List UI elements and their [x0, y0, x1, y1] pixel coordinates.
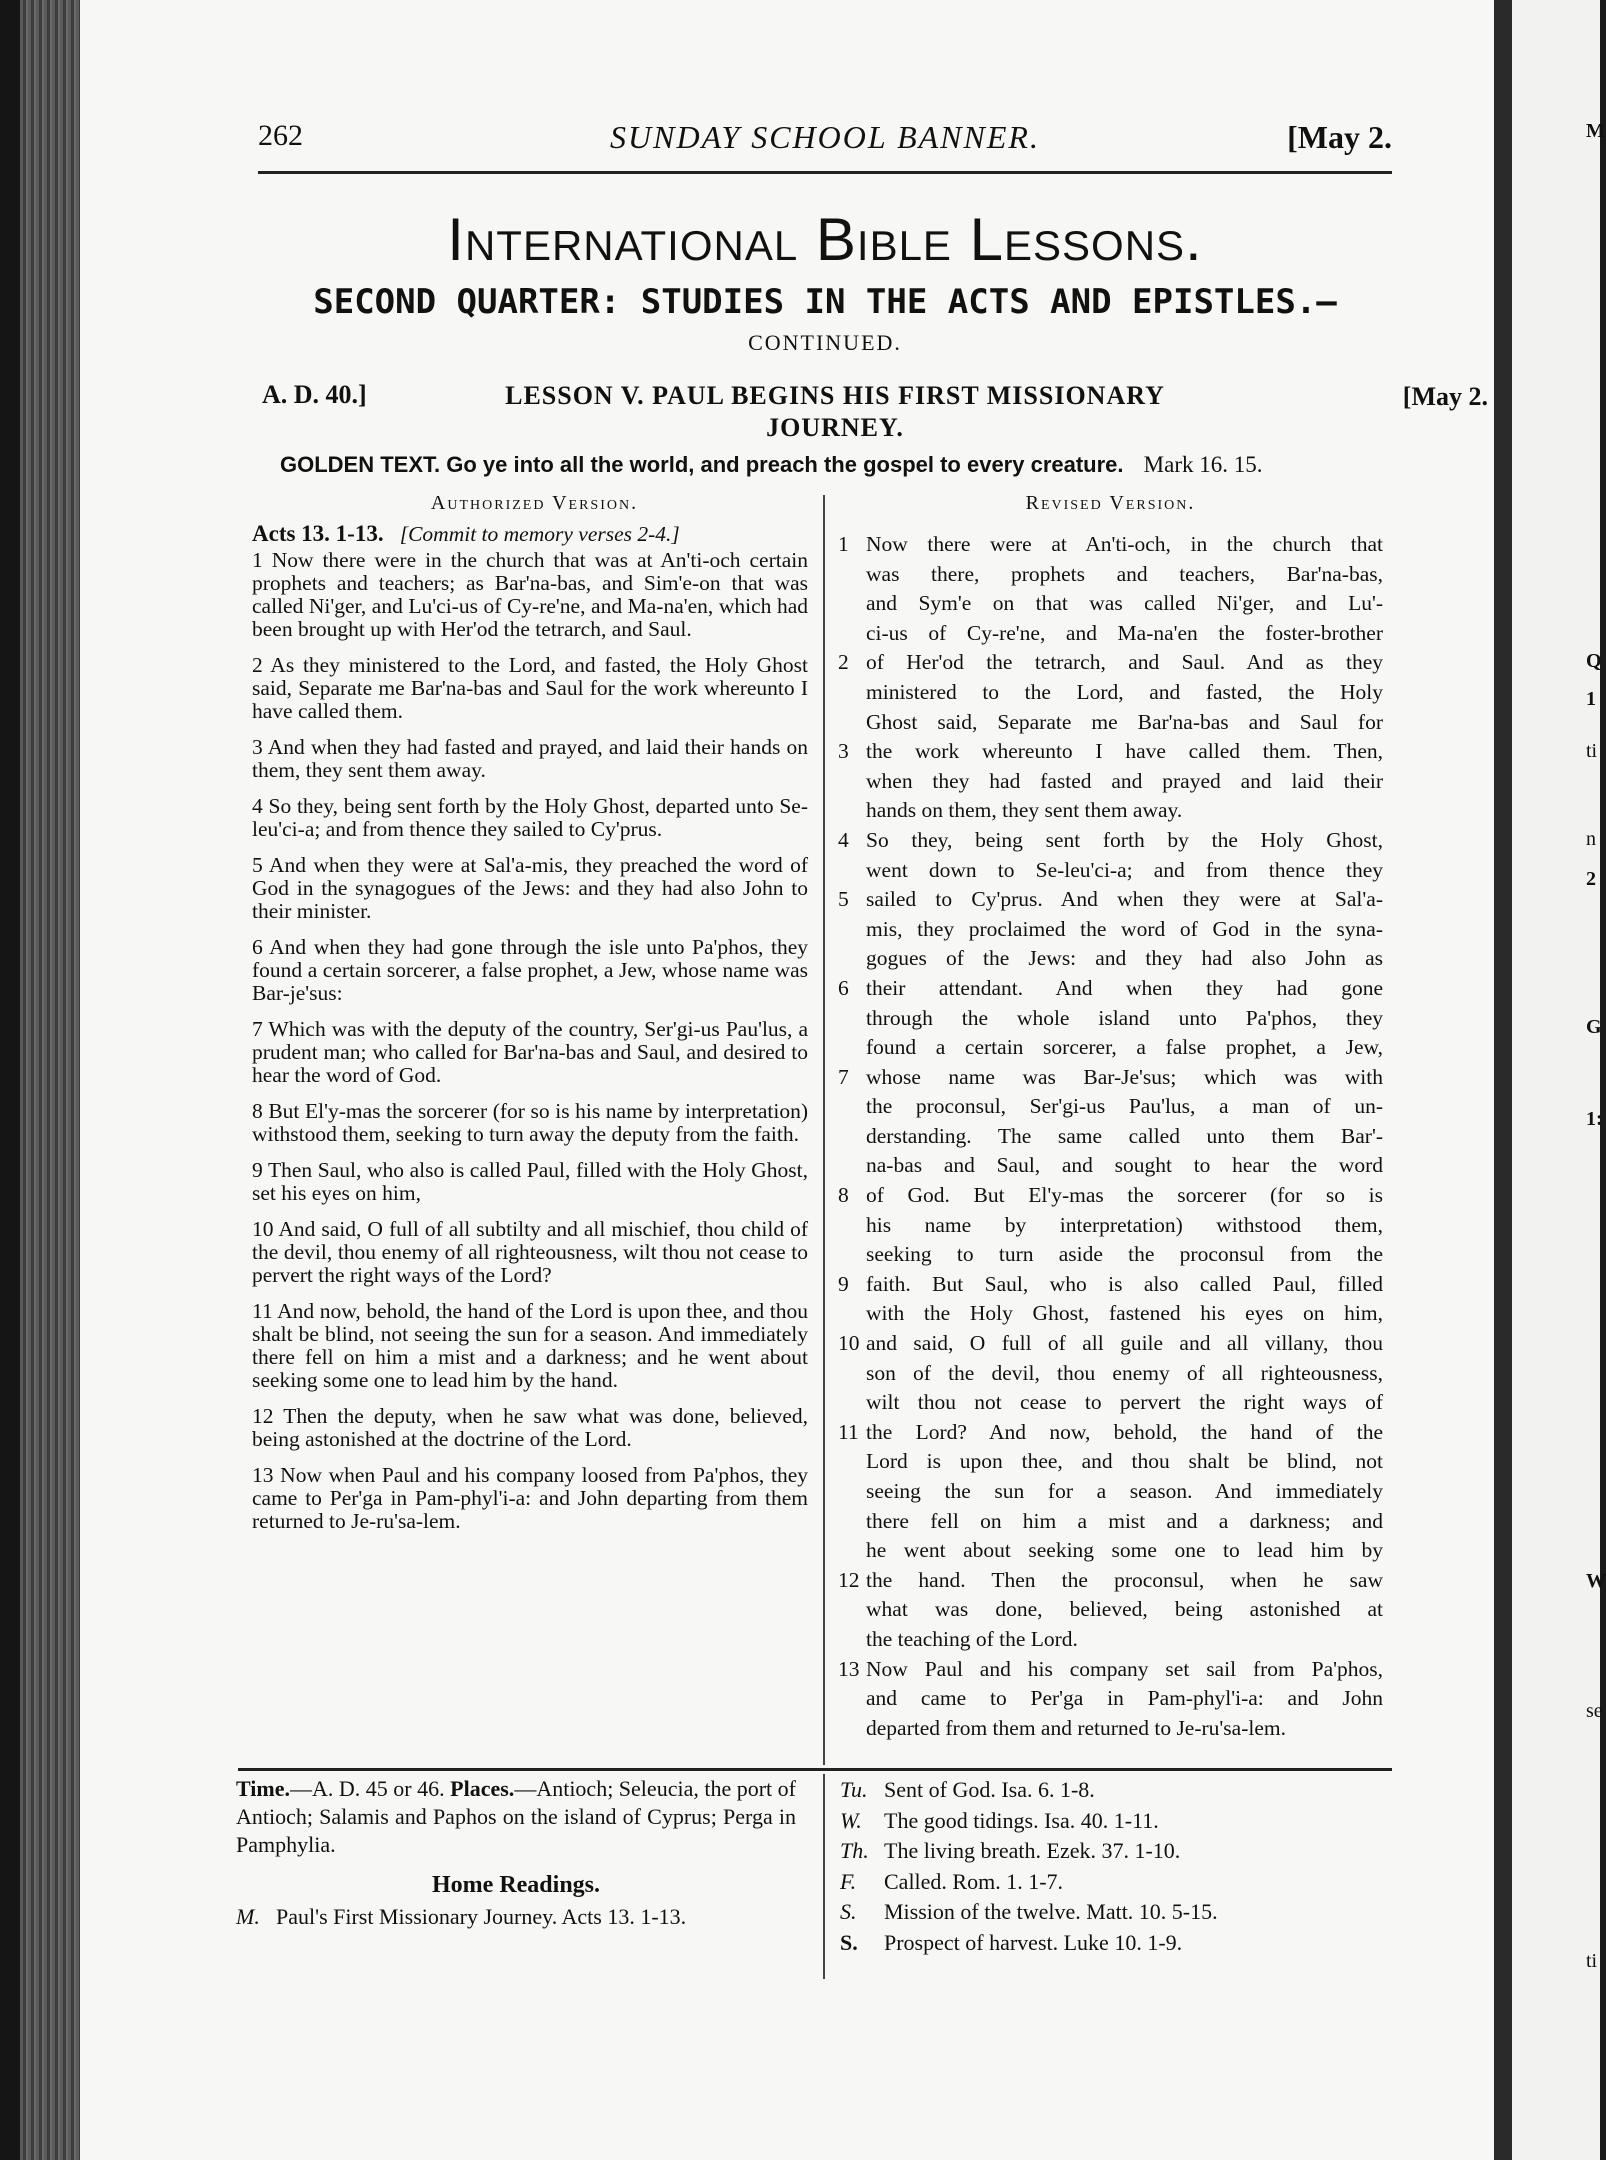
verse-text-line: the Lord? And now, behold, the hand of the	[866, 1419, 1383, 1444]
home-readings-list	[840, 1775, 1380, 1958]
time-value: —A. D. 45 or 46.	[289, 1776, 445, 1801]
book-spine	[0, 0, 20, 2160]
facing-text-fragment: 2	[1586, 868, 1596, 890]
reading-text: Prospect of harvest. Luke 10. 1-9.	[884, 1929, 1183, 1955]
revised-line	[838, 1092, 1383, 1122]
verse-text-line: seeking to turn aside the proconsul from the	[866, 1242, 1383, 1267]
verse-number	[838, 1507, 866, 1537]
revised-line	[838, 1211, 1383, 1241]
verse-number	[838, 678, 866, 708]
revised-line	[838, 1447, 1383, 1477]
verse-text-line: Now Paul and his company set sail from Pa'phos,	[866, 1656, 1383, 1681]
revised-line	[838, 1655, 1383, 1685]
verse-number	[838, 589, 866, 619]
verse-number: 13	[838, 1656, 860, 1681]
reading-day: S.	[840, 1899, 857, 1924]
reading-day: Tu.	[840, 1777, 868, 1802]
revised-line	[838, 1388, 1383, 1418]
verse-number: 2	[838, 650, 849, 675]
page-number: 262	[258, 119, 303, 152]
verse-text-line: sailed to Cy'prus. And when they were at Sal'a-	[866, 887, 1383, 912]
verse-number	[838, 560, 866, 590]
facing-text-fragment: ti	[1586, 1950, 1598, 1972]
page-title: International Bible Lessons.	[447, 206, 1203, 273]
verse-text-line: when they had fasted and prayed and laid their	[866, 768, 1383, 793]
verse-text-line: what was done, believed, being astonished at	[866, 1597, 1383, 1622]
facing-text-fragment: W	[1586, 1570, 1606, 1592]
verse-number	[838, 1151, 866, 1181]
revised-line	[838, 1359, 1383, 1389]
lesson-month: [May 2.	[1402, 382, 1488, 411]
golden-text-reference: Mark 16. 15.	[1143, 452, 1263, 477]
verse-number	[838, 1447, 866, 1477]
facing-text-fragment: 1:	[1586, 1108, 1603, 1130]
revised-line	[838, 1477, 1383, 1507]
facing-text-fragment: se	[1586, 1700, 1603, 1722]
revised-line	[838, 944, 1383, 974]
verse-text-line: their attendant. And when they had gone	[866, 975, 1383, 1000]
passage-line	[252, 522, 808, 546]
time-places-block	[236, 1775, 796, 1931]
reading-day: F.	[840, 1868, 857, 1894]
reading-day: W.	[840, 1807, 862, 1833]
verse: 11 And now, behold, the hand of the Lord is upon thee, and thou shalt be blind, not seeing the sun for a season. And immediately there fell on him a mist and a darkness; and he went about seeking some one to lead him by the hand.	[252, 1299, 808, 1392]
facing-text-fragment: M	[1586, 120, 1605, 142]
revised-version-heading: Revised Version.	[1025, 492, 1196, 514]
reading-item	[840, 1806, 1380, 1837]
revised-line	[838, 530, 1383, 560]
verse-number	[838, 1211, 866, 1241]
verse-text-line: the work whereunto I have called them. Then,	[866, 739, 1383, 764]
verse-number	[838, 1684, 866, 1714]
verse-number: 7	[838, 1064, 849, 1089]
verse-number	[838, 1536, 866, 1566]
verse-text-line: and said, O full of all guile and all villany, thou	[866, 1331, 1383, 1356]
page-subtitle: SECOND QUARTER: STUDIES IN THE ACTS AND EPISTLES.—	[313, 282, 1337, 322]
book-gutter	[1494, 0, 1512, 2160]
verse-text-line: faith. But Saul, who is also called Paul, filled	[866, 1271, 1383, 1296]
verse: 10 And said, O full of all subtilty and all mischief, thou child of the devil, thou enemy of all righteousness, wilt thou not cease to pervert the right ways of the Lord?	[252, 1217, 808, 1287]
verse-number	[838, 1388, 866, 1418]
verse-text-line: went down to Se-leu'ci-a; and from thence they	[866, 857, 1383, 882]
reading-text: Mission of the twelve. Matt. 10. 5-15.	[884, 1899, 1218, 1924]
verse-number	[838, 1595, 866, 1625]
revised-line	[838, 619, 1383, 649]
verse-number	[838, 1092, 866, 1122]
revised-line	[838, 1566, 1383, 1596]
verse-text-line: found a certain sorcerer, a false prophet, a Jew,	[866, 1035, 1383, 1060]
time-label: Time.	[236, 1776, 290, 1801]
verse-text-line: son of the devil, thou enemy of all righteousness,	[866, 1360, 1383, 1385]
running-header	[258, 115, 1392, 174]
verse-text-line: Now there were at An'ti-och, in the church that	[866, 532, 1383, 556]
revised-version-column	[838, 530, 1383, 1743]
verse: 4 So they, being sent forth by the Holy Ghost, departed unto Se-leu'ci-a; and from thence they sailed to Cy'prus.	[252, 794, 808, 841]
bottom-column-divider	[823, 1774, 825, 1979]
section-rule	[238, 1768, 1392, 1771]
verse-number	[838, 1004, 866, 1034]
revised-line	[838, 1536, 1383, 1566]
verse-text-line: hands on them, they sent them away.	[866, 798, 1183, 823]
verse-number	[838, 1477, 866, 1507]
revised-line	[838, 1418, 1383, 1448]
reading-text: Called. Rom. 1. 1-7.	[884, 1868, 1064, 1894]
verse-number	[838, 619, 866, 649]
verse-number	[838, 1625, 866, 1655]
revised-line	[838, 826, 1383, 856]
verse-text-line: of Her'od the tetrarch, and Saul. And as they	[866, 650, 1383, 675]
verse-number: 9	[838, 1271, 849, 1296]
verse-number	[838, 1122, 866, 1152]
verse-number	[838, 856, 866, 886]
verse-text-line: na-bas and Saul, and sought to hear the word	[866, 1153, 1383, 1178]
verse-text-line: and Sym'e on that was called Ni'ger, and Lu'-	[866, 591, 1383, 616]
verse-text-line: and came to Per'ga in Pam-phyl'i-a: and John	[866, 1686, 1383, 1711]
reading-item	[840, 1897, 1380, 1928]
revised-line	[838, 708, 1383, 738]
verse: 7 Which was with the deputy of the country, Ser'gi-us Pau'lus, a prudent man; who called for Bar'na-bas and Saul, and desired to hear the word of God.	[252, 1017, 808, 1087]
verse: 12 Then the deputy, when he saw what was done, believed, being astonished at the doctrine of the Lord.	[252, 1404, 808, 1451]
revised-line	[838, 1329, 1383, 1359]
verse-text-line: he went about seeking some one to lead him by	[866, 1538, 1383, 1563]
verse-text-line: So they, being sent forth by the Holy Ghost,	[866, 827, 1383, 852]
verse-text-line: Ghost said, Separate me Bar'na-bas and Saul for	[866, 709, 1383, 734]
verse-text-line: mis, they proclaimed the word of God in the syna-	[866, 916, 1383, 941]
reading-item	[840, 1775, 1380, 1806]
verse-number	[838, 1240, 866, 1270]
verse-number	[838, 708, 866, 738]
verse-text-line: his name by interpretation) withstood them,	[866, 1212, 1383, 1237]
verse-number: 6	[838, 975, 849, 1000]
verse-number: 4	[838, 827, 849, 852]
reading-text: Paul's First Missionary Journey. Acts 13. 1-13.	[276, 1904, 687, 1929]
revised-line	[838, 1151, 1383, 1181]
revised-line	[838, 1004, 1383, 1034]
lesson-title	[430, 380, 1240, 444]
golden-text	[280, 452, 1380, 478]
revised-line	[838, 856, 1383, 886]
reading-item	[236, 1903, 796, 1931]
verse: 2 As they ministered to the Lord, and fasted, the Holy Ghost said, Separate me Bar'na-bas and Saul for the work whereunto I have called them.	[252, 653, 808, 723]
revised-line	[838, 1270, 1383, 1300]
golden-text-label: GOLDEN TEXT.	[280, 452, 441, 477]
verse-text-line: gogues of the Jews: and they had also John as	[866, 946, 1383, 971]
revised-line	[838, 1507, 1383, 1537]
revised-line	[838, 1063, 1383, 1093]
reading-day: Th.	[840, 1838, 869, 1863]
verse-text-line: ci-us of Cy-re'ne, and Ma-na'en the foster-brother	[866, 620, 1383, 645]
continued-label: CONTINUED.	[748, 330, 902, 355]
verse: 8 But El'y-mas the sorcerer (for so is his name by interpretation) withstood them, seeking to turn away the deputy from the faith.	[252, 1099, 808, 1146]
verse: 13 Now when Paul and his company loosed from Pa'phos, they came to Per'ga in Pam-phyl'i-a: and John departing from them returned to Je-ru'sa-lem.	[252, 1463, 808, 1533]
verse-text-line: the teaching of the Lord.	[866, 1626, 1078, 1651]
places-label: Places.	[450, 1776, 515, 1801]
verse-text-line: the hand. Then the proconsul, when he saw	[866, 1567, 1383, 1592]
reading-day: M.	[236, 1904, 260, 1929]
verse-text-line: seeing the sun for a season. And immediately	[866, 1479, 1383, 1503]
verse: 5 And when they were at Sal'a-mis, they preached the word of God in the synagogues of the Jews: and they had also John to their minister.	[252, 853, 808, 923]
revised-line	[838, 1625, 1383, 1655]
reading-item	[840, 1867, 1380, 1898]
verse-number: 1	[838, 532, 849, 556]
verse-number	[838, 1299, 866, 1329]
verse-text-line: with the Holy Ghost, fastened his eyes on him,	[866, 1301, 1383, 1326]
revised-line	[838, 1181, 1383, 1211]
golden-text-body: Go ye into all the world, and preach the gospel to every creature.	[446, 452, 1124, 477]
verse-number	[838, 1033, 866, 1063]
verse-number: 11	[838, 1419, 859, 1444]
facing-text-fragment: ti	[1586, 740, 1598, 762]
revised-line	[838, 885, 1383, 915]
revised-line	[838, 589, 1383, 619]
verse-number	[838, 944, 866, 974]
revised-line	[838, 1299, 1383, 1329]
home-readings-heading: Home Readings.	[432, 1872, 600, 1898]
reading-item	[840, 1836, 1380, 1867]
revised-line	[838, 1595, 1383, 1625]
verse: 6 And when they had gone through the isle unto Pa'phos, they found a certain sorcerer, a false prophet, a Jew, whose name was Bar-je'sus:	[252, 935, 808, 1005]
verse: 1 Now there were in the church that was at An'ti-och certain prophets and teachers; as Bar'na-bas, and Sim'e-on that was called Ni'ger, and Lu'ci-us of Cy-re'ne, and Ma-na'en, which had been brought up with Her'od the tetrarch, and Saul.	[252, 548, 808, 641]
revised-line	[838, 1122, 1383, 1152]
verse: 9 Then Saul, who also is called Paul, filled with the Holy Ghost, set his eyes on him,	[252, 1158, 808, 1205]
revised-line	[838, 1033, 1383, 1063]
verse-text-line: of God. But El'y-mas the sorcerer (for so is	[866, 1183, 1383, 1208]
revised-line	[838, 974, 1383, 1004]
revised-line	[838, 678, 1383, 708]
revised-line	[838, 648, 1383, 678]
verse-number: 10	[838, 1331, 860, 1356]
verse-text-line: was there, prophets and teachers, Bar'na-bas,	[866, 561, 1383, 586]
verse-number: 12	[838, 1567, 860, 1592]
memory-note: [Commit to memory verses 2-4.]	[399, 522, 680, 546]
verse-text-line: derstanding. The same called unto them Bar'-	[866, 1123, 1383, 1148]
authorized-version-column	[252, 522, 808, 1546]
reading-text: Sent of God. Isa. 6. 1-8.	[884, 1777, 1095, 1802]
lesson-title-line: LESSON V. PAUL BEGINS HIS FIRST MISSIONARY	[505, 381, 1165, 410]
places-value: —Antioch; Seleucia, the port of Antioch; Salamis and Paphos on the island of Cyprus; Perga in Pamphylia.	[236, 1776, 797, 1857]
verse-text-line: departed from them and returned to Je-ru'sa-lem.	[866, 1715, 1286, 1740]
verse: 3 And when they had fasted and prayed, and laid their hands on them, they sent them away.	[252, 735, 808, 782]
revised-line	[838, 1684, 1383, 1714]
revised-line	[838, 915, 1383, 945]
verse-number	[838, 1714, 866, 1744]
lesson-date: A. D. 40.]	[262, 380, 367, 409]
verse-number: 3	[838, 739, 849, 764]
verse-text-line: wilt thou not cease to pervert the right ways of	[866, 1390, 1383, 1415]
verse-text-line: whose name was Bar-Je'sus; which was with	[866, 1064, 1383, 1089]
verse-text-line: ministered to the Lord, and fasted, the Holy	[866, 679, 1383, 704]
verse-number: 8	[838, 1183, 849, 1208]
facing-text-fragment: 1	[1586, 688, 1596, 710]
reading-text: The good tidings. Isa. 40. 1-11.	[884, 1807, 1159, 1833]
passage-reference: Acts 13. 1-13.	[252, 521, 384, 546]
reading-day: S.	[840, 1929, 858, 1955]
verse-number	[838, 767, 866, 797]
lesson-title-line: JOURNEY.	[766, 413, 904, 442]
verse-text-line: there fell on him a mist and a darkness; and	[866, 1508, 1383, 1533]
verse-text-line: Lord is upon thee, and thou shalt be blind, not	[866, 1449, 1383, 1474]
facing-text-fragment: Q	[1586, 650, 1602, 672]
verse-number: 5	[838, 887, 849, 912]
facing-text-fragment: G	[1586, 1016, 1602, 1038]
revised-line	[838, 767, 1383, 797]
header-date: [May 2.	[1287, 119, 1392, 155]
reading-item	[840, 1928, 1380, 1959]
running-title: SUNDAY SCHOOL BANNER.	[610, 119, 1040, 155]
verse-number	[838, 915, 866, 945]
verse-text-line: the proconsul, Ser'gi-us Pau'lus, a man of un-	[866, 1094, 1383, 1119]
verse-text-line: through the whole island unto Pa'phos, they	[866, 1005, 1383, 1030]
revised-line	[838, 1714, 1383, 1744]
time-places-text	[236, 1775, 796, 1859]
revised-line	[838, 737, 1383, 767]
column-divider	[823, 495, 825, 1765]
revised-line	[838, 796, 1383, 826]
reading-text: The living breath. Ezek. 37. 1-10.	[884, 1838, 1181, 1863]
revised-line	[838, 560, 1383, 590]
authorized-version-heading: Authorized Version.	[430, 492, 639, 514]
verse-number	[838, 796, 866, 826]
facing-page-fragment	[1512, 0, 1606, 2160]
page-edges	[20, 0, 80, 2160]
facing-text-fragment: n	[1586, 828, 1596, 850]
revised-line	[838, 1240, 1383, 1270]
verse-number	[838, 1359, 866, 1389]
